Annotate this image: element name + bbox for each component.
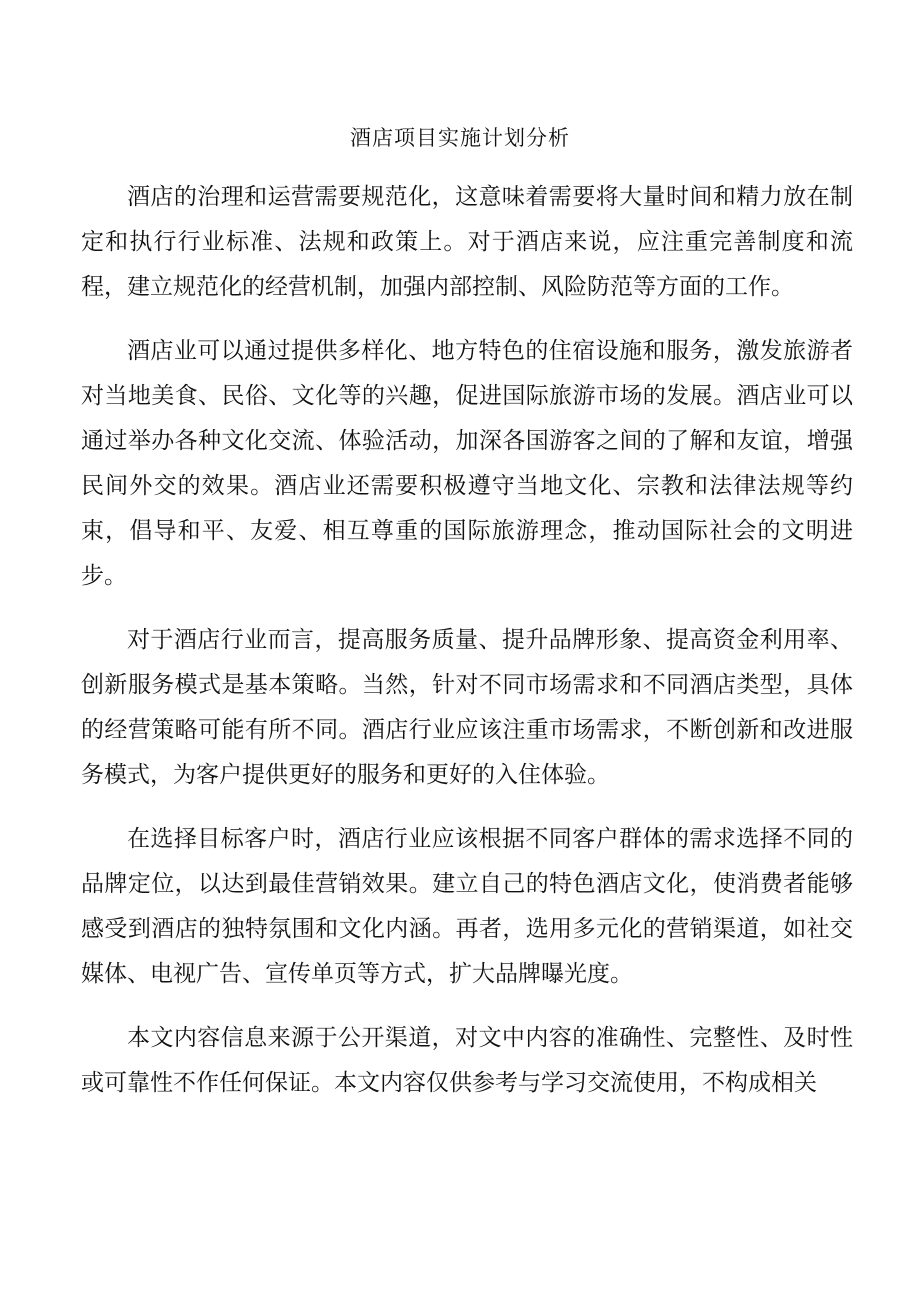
document-title: 酒店项目实施计划分析 xyxy=(350,126,570,150)
paragraph-governance: 酒店的治理和运营需要规范化，这意味着需要将大量时间和精力放在制定和执行行业标准、法规和政策上。对于酒店来说，应注重完善制度和流程，建立规范化的经营机制，加强内部控制、风险防范等方面的工作。 xyxy=(81,184,853,300)
paragraph-strategy: 对于酒店行业而言，提高服务质量、提升品牌形象、提高资金利用率、创新服务模式是基本策略。当然，针对不同市场需求和不同酒店类型，具体的经营策略可能有所不同。酒店行业应该注重市场需求，不断创新和改进服务模式，为客户提供更好的服务和更好的入住体验。 xyxy=(81,627,853,788)
paragraph-tourism: 酒店业可以通过提供多样化、地方特色的住宿设施和服务，激发旅游者对当地美食、民俗、文化等的兴趣，促进国际旅游市场的发展。酒店业可以通过举办各种文化交流、体验活动，加深各国游客之间的了解和友谊，增强民间外交的效果。酒店业还需要积极遵守当地文化、宗教和法律法规等约束，倡导和平、友爱、相互尊重的国际旅游理念，推动国际社会的文明进步。 xyxy=(81,338,853,589)
paragraph-target-customers: 在选择目标客户时，酒店行业应该根据不同客户群体的需求选择不同的品牌定位，以达到最佳营销效果。建立自己的特色酒店文化，使消费者能够感受到酒店的独特氛围和文化内涵。再者，选用多元化的营销渠道，如社交媒体、电视广告、宣传单页等方式，扩大品牌曝光度。 xyxy=(81,826,853,987)
paragraph-disclaimer: 本文内容信息来源于公开渠道，对文中内容的准确性、完整性、及时性或可靠性不作任何保证。本文内容仅供参考与学习交流使用，不构成相关 xyxy=(81,1025,853,1096)
document-body xyxy=(81,175,853,1125)
